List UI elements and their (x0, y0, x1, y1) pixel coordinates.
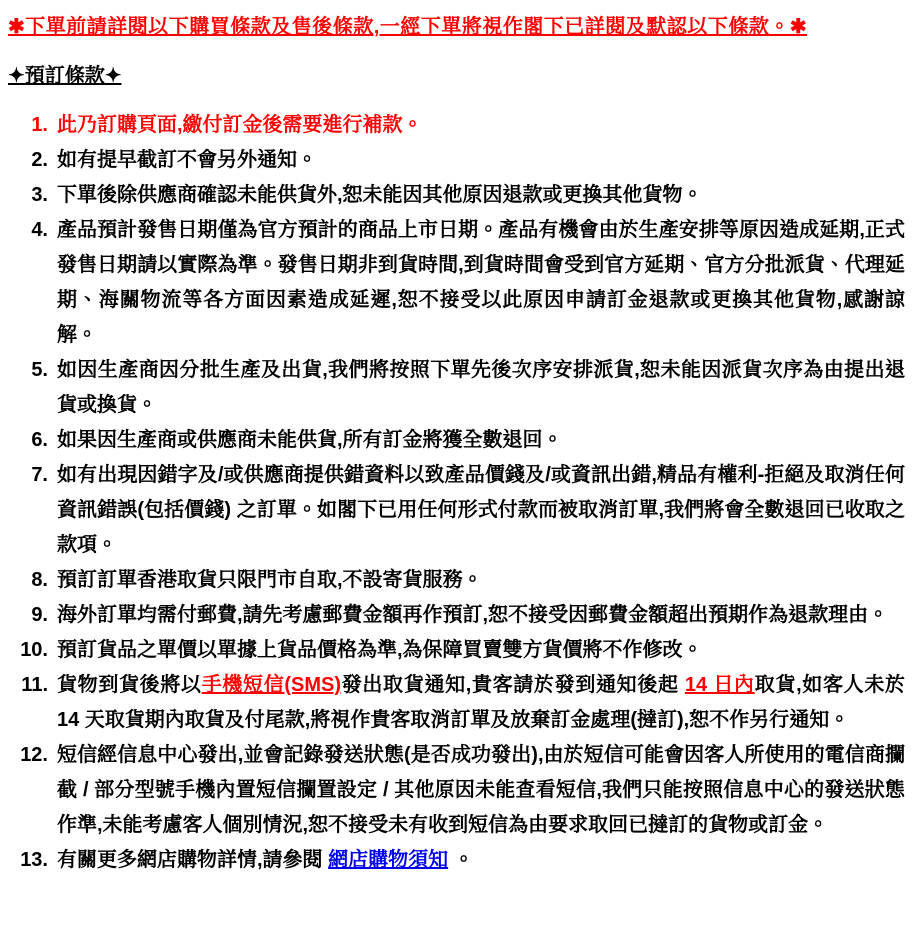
terms-list (8, 108, 905, 878)
term-text (57, 668, 905, 738)
term-item-5 (8, 353, 905, 423)
term-text (57, 563, 905, 598)
term-item-1 (8, 108, 905, 143)
term-segment: 下單後除供應商確認未能供貨外,恕未能因其他原因退款或更換其他貨物。 (57, 184, 703, 206)
store-shopping-guide-link[interactable]: 網店購物須知 (328, 849, 449, 871)
term-item-4 (8, 213, 905, 353)
term-segment: 產品預計發售日期僅為官方預計的商品上市日期。產品有機會由於生產安排等原因造成延期,正式發售日期請以實際為準。發售日期非到貨時間,到貨時間會受到官方延期、官方分批派貨、代理延期、海關物流等各方面因素造成延遲,恕不接受以此原因申請訂金退款或更換其他貨物,感謝諒解。 (57, 219, 905, 346)
term-item-12 (8, 738, 905, 843)
term-text (57, 143, 905, 178)
term-number: 1. (31, 114, 48, 136)
term-text (57, 633, 905, 668)
term-text (57, 353, 905, 423)
term-item-6 (8, 423, 905, 458)
term-segment: 14 日內 (684, 674, 755, 696)
term-text (57, 108, 905, 143)
term-text (57, 423, 905, 458)
term-number: 3. (31, 184, 48, 206)
term-text (57, 738, 905, 843)
section-title-preorder-terms: ✦預訂條款✦ (8, 65, 122, 87)
term-segment: 取貨,如客人未於 14 天取貨期內取貨及付尾款,將視作貴客取消訂單及放棄訂金處理(撻訂),恕不作另行通知。 (57, 674, 905, 731)
preorder-warning-banner: ✱下單前請詳閱以下購買條款及售後條款,一經下單將視作閣下已詳閱及默認以下條款。✱ (8, 16, 808, 38)
term-number: 2. (31, 149, 48, 171)
term-segment: 如因生產商因分批生產及出貨,我們將按照下單先後次序安排派貨,恕未能因派貨次序為由提出退貨或換貨。 (57, 359, 905, 416)
term-segment: 如有提早截訂不會另外通知。 (57, 149, 317, 171)
term-segment: 預訂貨品之單價以單據上貨品價格為準,為保障買賣雙方貨價將不作修改。 (57, 639, 703, 661)
term-segment: 有關更多網店購物詳情,請參閱 (57, 849, 329, 871)
term-segment: 此乃訂購頁面,繳付訂金後需要進行補款。 (57, 114, 423, 136)
term-number: 5. (31, 359, 48, 381)
term-item-11 (8, 668, 905, 738)
term-item-3 (8, 178, 905, 213)
term-item-2 (8, 143, 905, 178)
term-segment: 如有出現因錯字及/或供應商提供錯資料以致產品價錢及/或資訊出錯,精品有權利-拒絕及取消任何資訊錯誤(包括價錢) 之訂單。如閣下已用任何形式付款而被取消訂單,我們將會全數退回已收取之款項。 (57, 464, 905, 556)
term-segment: 發出取貨通知,貴客請於發到通知後起 (341, 674, 685, 696)
term-segment: 手機短信(SMS) (201, 674, 342, 696)
term-segment: 如果因生產商或供應商未能供貨,所有訂金將獲全數退回。 (57, 429, 563, 451)
term-segment: 短信經信息中心發出,並會記錄發送狀態(是否成功發出),由於短信可能會因客人所使用的電信商攔截 / 部分型號手機內置短信攔置設定 / 其他原因未能查看短信,我們只能按照信息中心的發送狀態作準,未能考慮客人個別情況,恕不接受未有收到短信為由要求取回已撻訂的貨物或訂金。 (57, 744, 905, 836)
term-text (57, 178, 905, 213)
term-number: 4. (31, 219, 48, 241)
term-segment: 預訂訂單香港取貨只限門市自取,不設寄貨服務。 (57, 569, 483, 591)
term-number: 9. (31, 604, 48, 626)
term-number: 6. (31, 429, 48, 451)
term-text (57, 213, 905, 353)
term-item-7 (8, 458, 905, 563)
term-item-10 (8, 633, 905, 668)
term-number: 13. (20, 849, 48, 871)
term-item-8 (8, 563, 905, 598)
term-text (57, 458, 905, 563)
term-segment: 海外訂單均需付郵費,請先考慮郵費金額再作預訂,恕不接受因郵費金額超出預期作為退款理由。 (57, 604, 889, 626)
term-item-13 (8, 843, 905, 878)
term-item-9 (8, 598, 905, 633)
term-segment: 貨物到貨後將以 (57, 674, 202, 696)
term-text (57, 598, 905, 633)
term-text (57, 843, 905, 878)
term-number: 12. (20, 744, 48, 766)
term-number: 11. (21, 674, 48, 696)
term-segment: 。 (448, 849, 474, 871)
term-number: 10. (20, 639, 48, 661)
term-number: 8. (31, 569, 48, 591)
term-number: 7. (31, 464, 48, 486)
